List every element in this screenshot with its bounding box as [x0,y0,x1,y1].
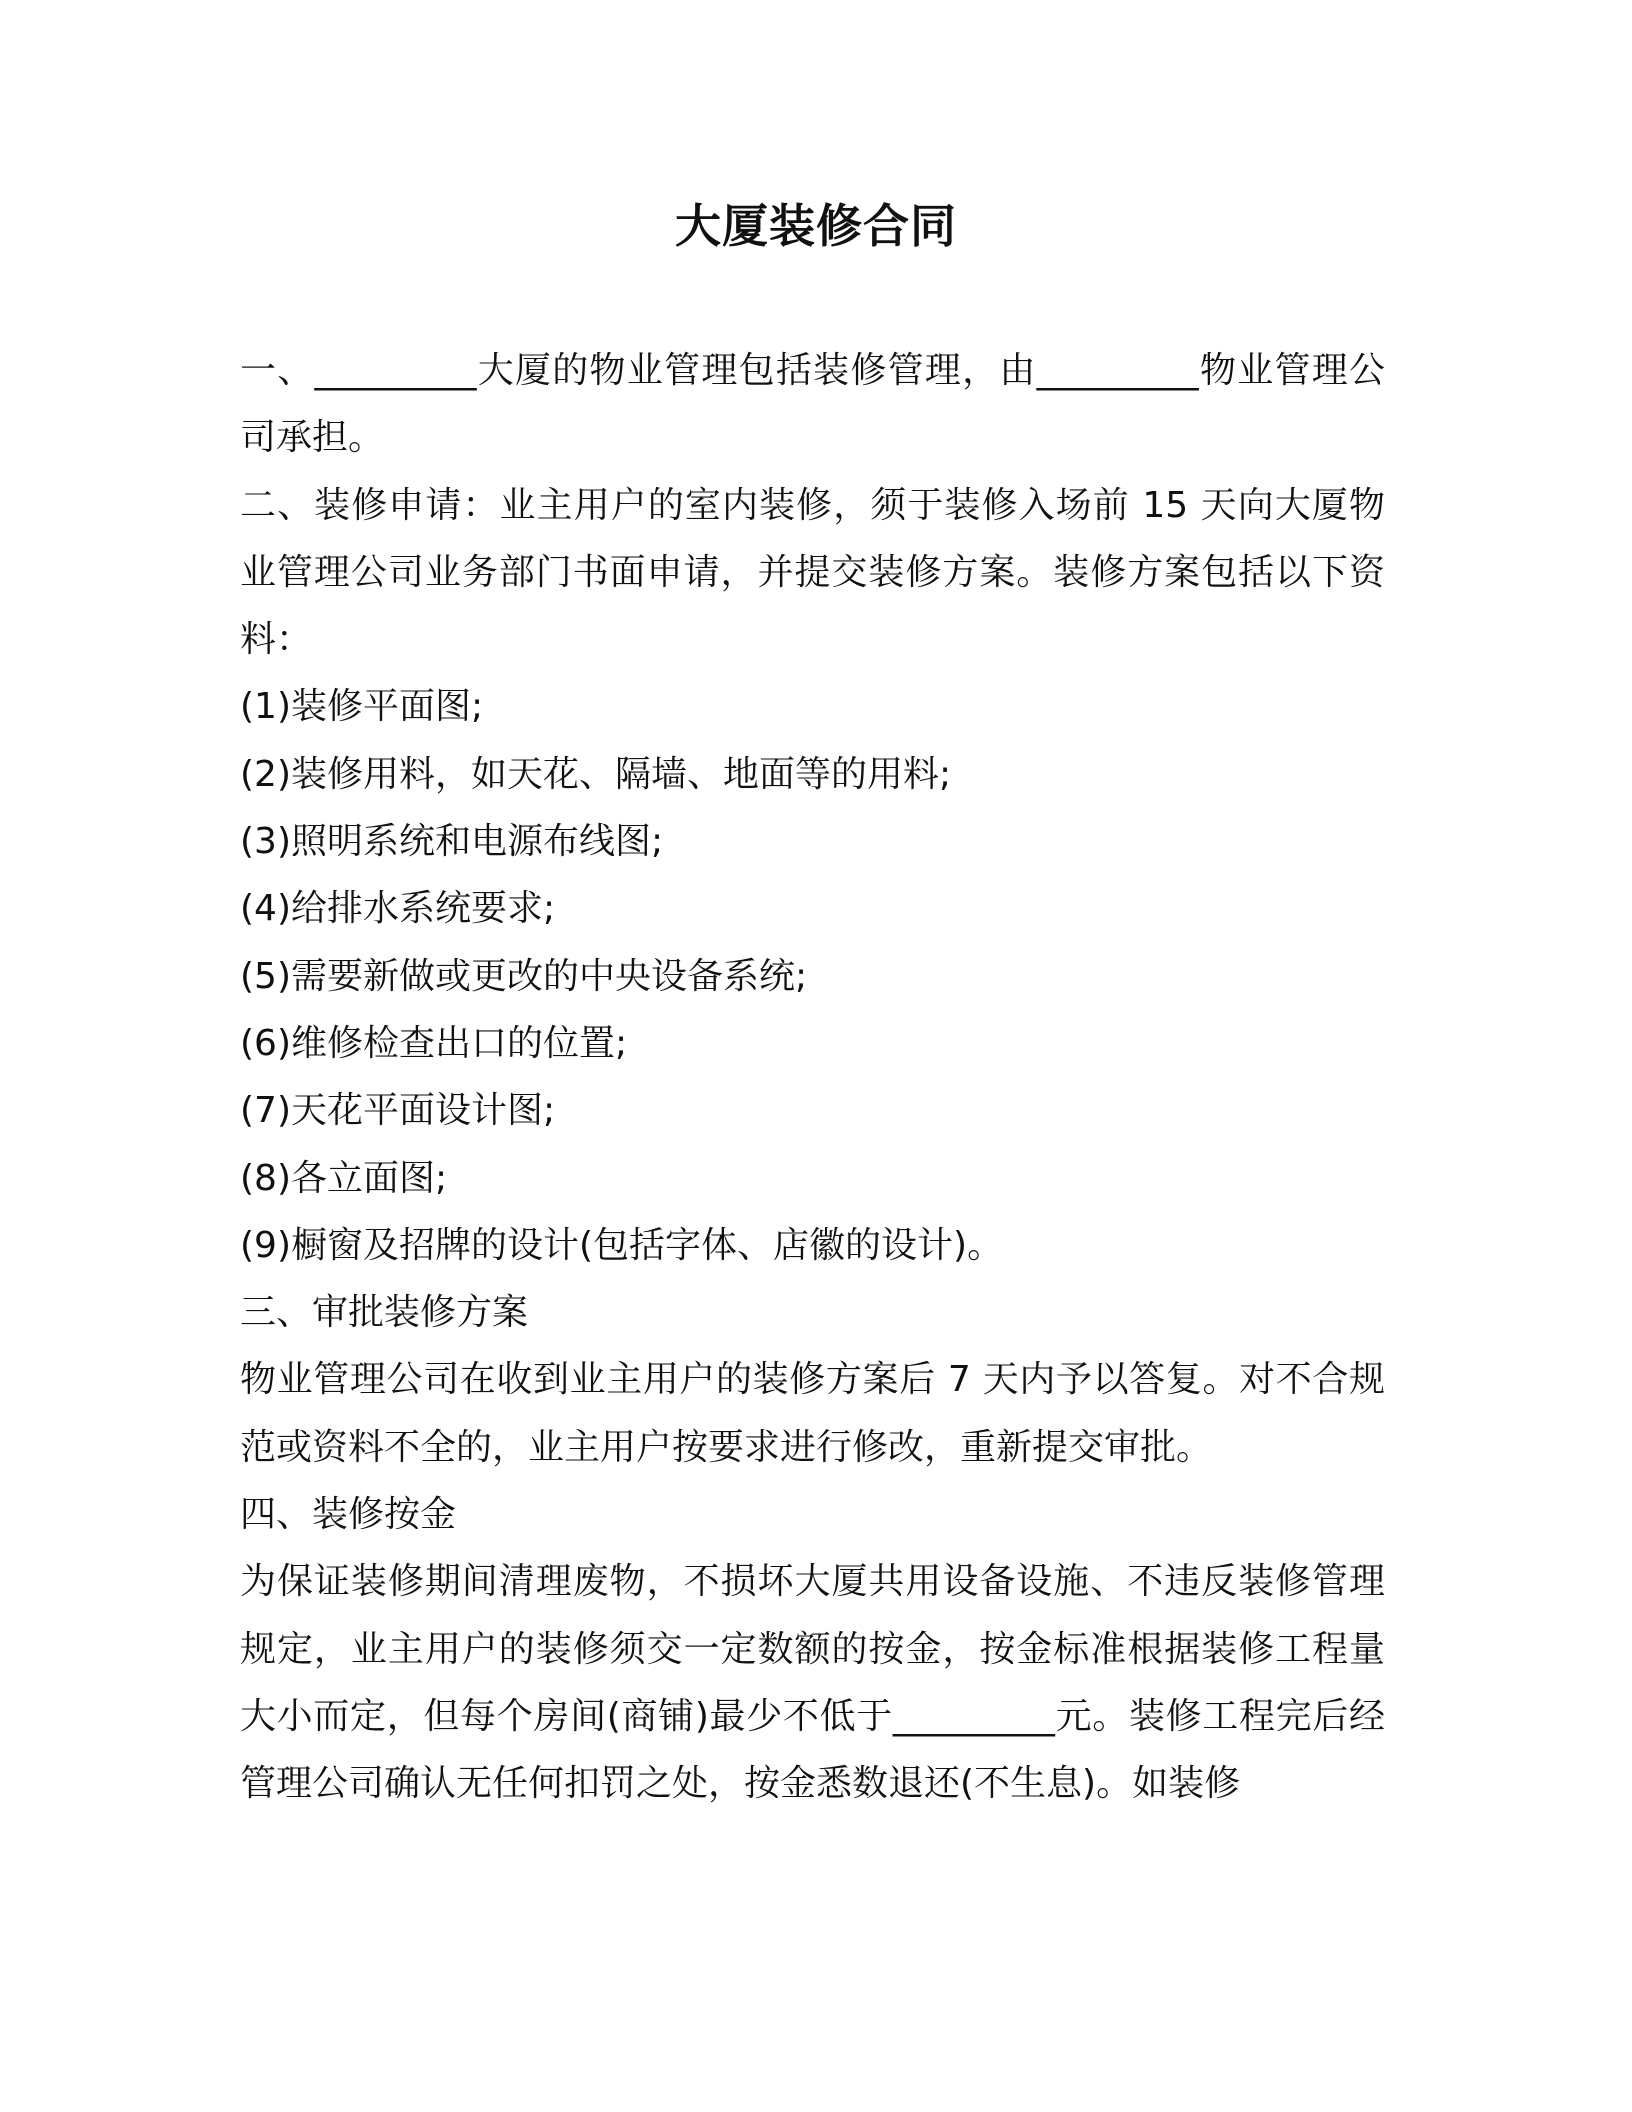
list-item: (5)需要新做或更改的中央设备系统; [240,955,808,997]
list-item: (3)照明系统和电源布线图; [240,821,664,863]
list-item: (7)天花平面设计图; [240,1090,556,1132]
list-item: (9)橱窗及招牌的设计(包括字体、店徽的设计)。 [240,1224,1004,1266]
clause-1: 一、_________大厦的物业管理包括装修管理，由_________物业管理公司承担。 [240,350,1385,459]
list-item: (4)给排水系统要求; [240,888,556,930]
section-heading-approval: 三、审批装修方案 [240,1292,529,1334]
clause-2-application: 二、装修申请：业主用户的室内装修，须于装修入场前 15 天向大厦物业管理公司业务部门书面申请，并提交装修方案。装修方案包括以下资料： [240,484,1385,661]
clause-4-deposit-text: 为保证装修期间清理废物，不损坏大厦共用设备设施、不违反装修管理规定，业主用户的装修须交一定数额的按金，按金标准根据装修工程量大小而定，但每个房间(商铺)最少不低于_________元。装修工程完后经管理公司确认无任何扣罚之处，按金悉数退还(不生息)。如装修 [240,1561,1385,1805]
clause-3-approval-text: 物业管理公司在收到业主用户的装修方案后 7 天内予以答复。对不合规范或资料不全的，业主用户按要求进行修改，重新提交审批。 [240,1359,1385,1468]
section-heading-deposit: 四、装修按金 [240,1494,457,1536]
document-title: 大厦装修合同 [675,199,957,253]
document-body [240,337,1385,1818]
list-item: (1)装修平面图; [240,686,484,728]
list-item: (8)各立面图; [240,1157,448,1199]
list-item: (2)装修用料，如天花、隔墙、地面等的用料; [240,753,952,795]
list-item: (6)维修检查出口的位置; [240,1022,628,1064]
